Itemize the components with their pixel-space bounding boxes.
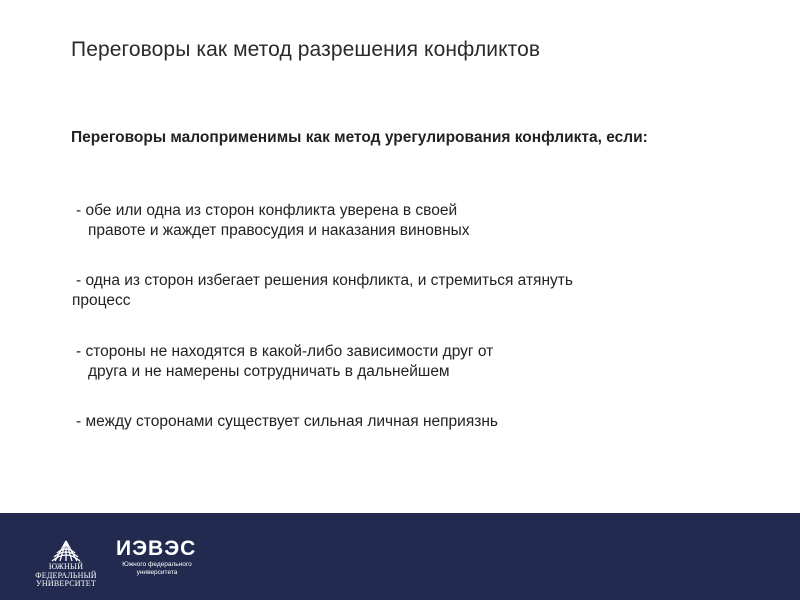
bullet-line: - между сторонами существует сильная личная неприязнь [76,413,498,430]
bullet-line: - обе или одна из сторон конфликта уверена в своей [76,202,458,219]
bullet-item [76,342,493,382]
university-name [24,563,108,589]
bullet-item [72,271,573,311]
bullet-line: - стороны не находятся в какой-либо зависимости друг от [76,343,494,360]
institute-subtitle: Южного федерального университета [122,561,192,576]
institute-logo-text: ИЭВЭС [116,537,197,560]
university-name-line: УНИВЕРСИТЕТ [36,579,96,588]
bullet-item [76,412,498,432]
bullet-line: - одна из сторон избегает решения конфликта, и стремиться атянуть [76,272,573,289]
university-name-line: ЮЖНЫЙ [48,562,84,571]
lead-paragraph: Переговоры малоприменимы как метод урегулирования конфликта, если: [71,129,648,146]
slide-title: Переговоры как метод разрешения конфликтов [71,38,541,61]
bullet-line: процесс [72,292,131,309]
bullet-item [76,201,470,241]
bullet-line: правоте и жаждет правосудия и наказания виновных [88,222,470,239]
university-name-line: ФЕДЕРАЛЬНЫЙ [35,570,97,580]
bullet-line: друга и не намерены сотрудничать в дальнейшем [88,363,450,380]
footer-bar [0,513,800,600]
